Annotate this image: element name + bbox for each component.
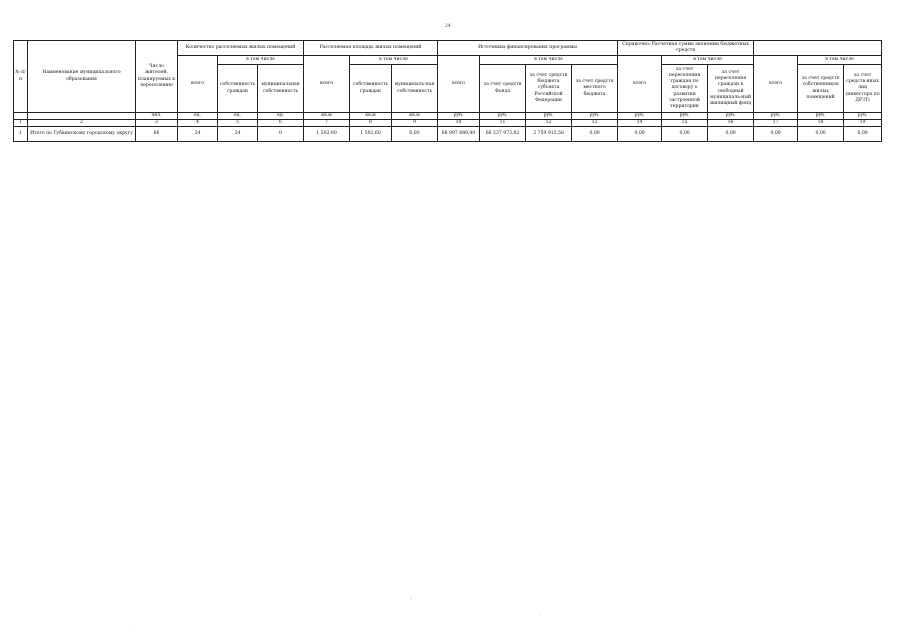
header-local-budget: за счет средств местного бюджета: [572, 65, 618, 113]
column-number: 10: [438, 120, 480, 127]
unit-cell: руб.: [754, 113, 798, 120]
header-economy-incl: в том числе: [662, 56, 754, 65]
header-subject-budget: за счет средств бюджета субъекта Российской Федерации: [526, 65, 572, 113]
header-extra-total: всего: [754, 56, 798, 113]
header-name: Наименование муниципального образования: [28, 41, 136, 113]
header-row-groups: [14, 41, 882, 56]
column-number: 6: [258, 120, 304, 127]
count-municipal-value: 0: [258, 127, 304, 142]
subject-budget-value: 2 759 915,58: [526, 127, 572, 142]
unit-cell: руб.: [618, 113, 662, 120]
header-extra-incl: в том числе: [798, 56, 882, 65]
header-count-own: собственность граждан: [218, 65, 258, 113]
unit-cell: кв.м: [392, 113, 438, 120]
column-number: 11: [480, 120, 526, 127]
header-no: № п/п: [14, 41, 28, 113]
unit-cell: руб.: [572, 113, 618, 120]
header-area-total: всего: [304, 56, 350, 113]
fund-value: 66 237 973,82: [480, 127, 526, 142]
column-number: 19: [844, 120, 882, 127]
header-fund: за счет средств Фонда: [480, 65, 526, 113]
count-total-value: 24: [178, 127, 218, 142]
unit-cell: руб.: [662, 113, 708, 120]
column-number: 3: [136, 120, 178, 127]
econ-contract-value: 0,00: [662, 127, 708, 142]
header-group-blank: [754, 41, 882, 56]
economy-total-value: 0,00: [618, 127, 662, 142]
column-number: 4: [178, 120, 218, 127]
residents-value: 66: [136, 127, 178, 142]
column-number: 14: [618, 120, 662, 127]
unit-cell: руб.: [480, 113, 526, 120]
finance-total-value: 68 997 889,40: [438, 127, 480, 142]
column-number: 18: [798, 120, 844, 127]
column-number: 17: [754, 120, 798, 127]
header-other-persons: за счет средств иных лиц (инвестора по ДРЗТ): [844, 65, 882, 113]
unit-cell: ед.: [258, 113, 304, 120]
column-number: 12: [526, 120, 572, 127]
scan-speck: [410, 598, 412, 599]
area-total-value: 1 502,60: [304, 127, 350, 142]
column-number: 2: [28, 120, 136, 127]
unit-cell: кв.м: [350, 113, 392, 120]
count-own-value: 24: [218, 127, 258, 142]
unit-cell: чел.: [136, 113, 178, 120]
header-area-own: собственность граждан: [350, 65, 392, 113]
header-finance-total: всего: [438, 56, 480, 113]
header-area-municipal: муниципаль-ная собственность: [392, 65, 438, 113]
header-group-finance: Источники финансирования программы: [438, 41, 618, 56]
header-econ-contract: за счет переселения граждан по договору о развитии застроенной территории: [662, 65, 708, 113]
unit-cell: руб.: [526, 113, 572, 120]
page-number: 24: [445, 24, 451, 29]
header-group-economy: Справочно: Расчетная сумма экономии бюджетных средств: [618, 41, 754, 56]
scan-speck: [540, 615, 541, 616]
area-municipal-value: 0,00: [392, 127, 438, 142]
header-count-incl: в том числе: [218, 56, 304, 65]
column-number: 1: [14, 120, 28, 127]
column-number: 5: [218, 120, 258, 127]
unit-cell: руб.: [844, 113, 882, 120]
header-group-area: Расселяемая площадь жилых помещений: [304, 41, 438, 56]
scan-speck: [130, 630, 131, 631]
column-number-row: [14, 120, 882, 127]
extra-total-value: 0,00: [754, 127, 798, 142]
row-name: Итого по Губкинскому городскому округу: [28, 127, 136, 142]
unit-cell: руб.: [438, 113, 480, 120]
units-cell-empty: [28, 113, 136, 120]
area-own-value: 1 502,60: [350, 127, 392, 142]
table-row: [14, 127, 882, 142]
column-number: 13: [572, 120, 618, 127]
column-number: 8: [350, 120, 392, 127]
header-owners: за счет средств собственников жилых помещений: [798, 65, 844, 113]
header-residents: Число жителей, планируемых к переселению: [136, 41, 178, 113]
other-persons-value: 0,00: [844, 127, 882, 142]
unit-cell: руб.: [798, 113, 844, 120]
header-area-incl: в том числе: [350, 56, 438, 65]
column-number: 7: [304, 120, 350, 127]
unit-cell: кв.м: [304, 113, 350, 120]
units-cell-empty: [14, 113, 28, 120]
unit-cell: ед.: [178, 113, 218, 120]
header-economy-total: всего: [618, 56, 662, 113]
row-number: 1: [14, 127, 28, 142]
econ-free-stock-value: 0,00: [708, 127, 754, 142]
resettlement-table: [13, 40, 882, 142]
header-count-municipal: муниципальная собственность: [258, 65, 304, 113]
header-econ-free-stock: за счет переселения граждан в свободный муниципаль-ный жилищный фонд: [708, 65, 754, 113]
column-number: 9: [392, 120, 438, 127]
owners-value: 0,00: [798, 127, 844, 142]
local-budget-value: 0,00: [572, 127, 618, 142]
units-row: [14, 113, 882, 120]
header-finance-incl: в том числе: [480, 56, 618, 65]
unit-cell: руб.: [708, 113, 754, 120]
unit-cell: ед.: [218, 113, 258, 120]
header-group-count: Количество расселяемых жилых помещений: [178, 41, 304, 56]
column-number: 16: [708, 120, 754, 127]
column-number: 15: [662, 120, 708, 127]
header-count-total: всего: [178, 56, 218, 113]
